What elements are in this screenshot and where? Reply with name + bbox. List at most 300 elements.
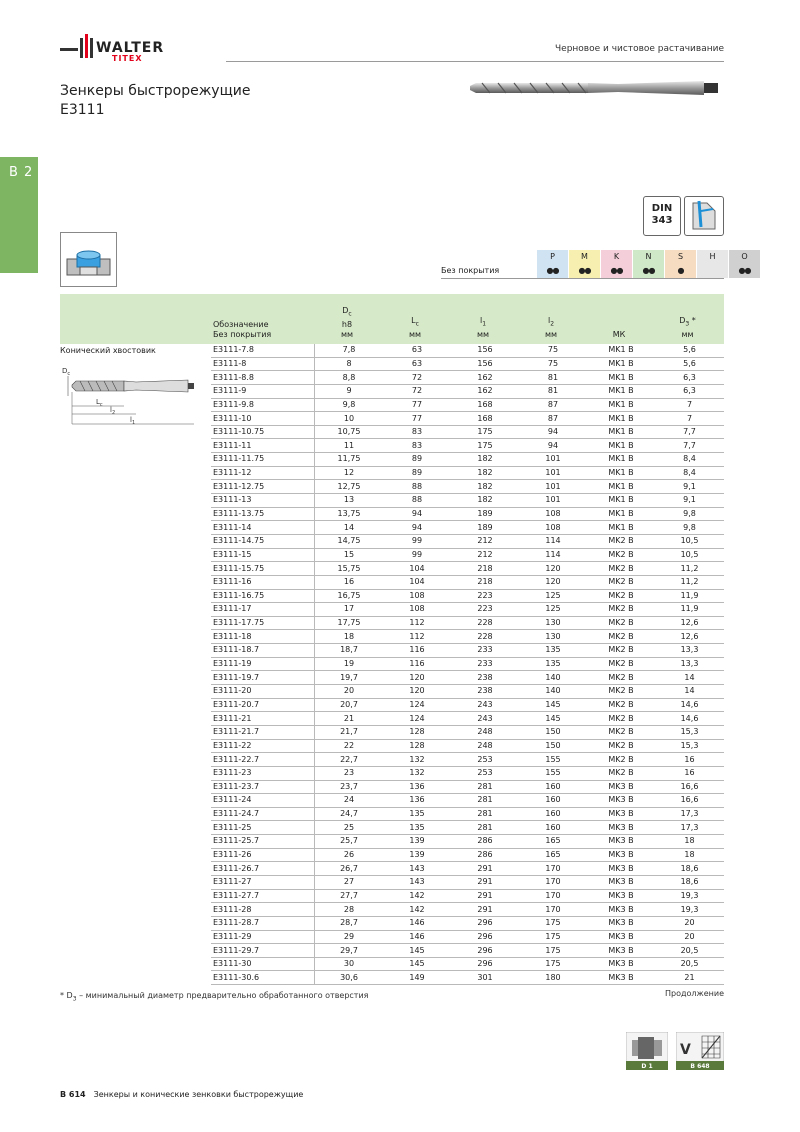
table-row: [211, 534, 724, 548]
table-row: [211, 616, 724, 630]
cell-designation: E3111-23: [211, 766, 315, 780]
cell-l1: 296: [451, 944, 519, 958]
cell-l2: 108: [519, 521, 587, 535]
cell-dc: 21,7: [315, 725, 384, 739]
cell-lc: 77: [383, 398, 451, 412]
cell-mk: MK2 B: [587, 575, 655, 589]
cell-mk: MK2 B: [587, 644, 655, 658]
cell-lc: 94: [383, 521, 451, 535]
cell-l2: 101: [519, 494, 587, 508]
cell-lc: 145: [383, 957, 451, 971]
table-row: [211, 712, 724, 726]
cell-l1: 233: [451, 644, 519, 658]
svg-text:V: V: [680, 1042, 691, 1058]
cell-lc: 88: [383, 480, 451, 494]
din-standard-badge: [643, 196, 681, 236]
cell-d3: 18,6: [655, 875, 724, 889]
cell-l1: 238: [451, 685, 519, 699]
cell-d3: 11,2: [655, 562, 724, 576]
cell-designation: E3111-17.75: [211, 616, 315, 630]
cell-d3: 11,9: [655, 589, 724, 603]
cell-dc: 27,7: [315, 889, 384, 903]
cell-d3: 20: [655, 916, 724, 930]
cell-mk: MK2 B: [587, 685, 655, 699]
cell-mk: MK1 B: [587, 521, 655, 535]
cell-dc: 24,7: [315, 807, 384, 821]
cell-l1: 281: [451, 807, 519, 821]
cell-d3: 5,6: [655, 344, 724, 357]
cell-designation: E3111-12.75: [211, 480, 315, 494]
cell-d3: 9,1: [655, 494, 724, 508]
cell-lc: 149: [383, 971, 451, 985]
cell-lc: 99: [383, 534, 451, 548]
cell-l2: 160: [519, 780, 587, 794]
table-row: [211, 466, 724, 480]
cell-l2: 135: [519, 657, 587, 671]
cell-lc: 112: [383, 630, 451, 644]
material-rating-row: [441, 264, 761, 278]
cell-designation: E3111-18: [211, 630, 315, 644]
material-cell-s: S: [665, 250, 696, 264]
svg-text:l1: $l_1$: [130, 416, 136, 426]
cell-dc: 29,7: [315, 944, 384, 958]
header-mk: МК: [612, 330, 626, 339]
cell-designation: E3111-30: [211, 957, 315, 971]
continuation-note: Продолжение: [664, 989, 724, 998]
cell-mk: MK2 B: [587, 548, 655, 562]
cell-lc: 120: [383, 671, 451, 685]
cell-l1: 182: [451, 494, 519, 508]
cell-l2: 180: [519, 971, 587, 985]
cell-dc: 18: [315, 630, 384, 644]
cell-l1: 223: [451, 589, 519, 603]
cell-l1: 248: [451, 725, 519, 739]
cell-l1: 189: [451, 521, 519, 535]
cell-l1: 189: [451, 507, 519, 521]
cell-designation: E3111-10: [211, 412, 315, 426]
cell-designation: E3111-29: [211, 930, 315, 944]
cell-dc: 16,75: [315, 589, 384, 603]
table-row: [211, 644, 724, 658]
cell-lc: 142: [383, 889, 451, 903]
material-cell-h: H: [697, 250, 728, 264]
cutting-data-reference-icon[interactable]: [676, 1032, 724, 1070]
cell-designation: E3111-18.7: [211, 644, 315, 658]
footer-text: Зенкеры и конические зенковки быстрорежущие: [93, 1090, 304, 1099]
cell-designation: E3111-21.7: [211, 725, 315, 739]
cell-mk: MK3 B: [587, 930, 655, 944]
cell-mk: MK3 B: [587, 971, 655, 985]
cell-l1: 291: [451, 875, 519, 889]
header-d3: $D_3$ * мм: [679, 316, 696, 339]
cell-l1: 175: [451, 439, 519, 453]
cell-d3: 11,2: [655, 575, 724, 589]
cell-mk: MK3 B: [587, 944, 655, 958]
cell-lc: 132: [383, 766, 451, 780]
cell-mk: MK2 B: [587, 589, 655, 603]
cell-l1: 156: [451, 344, 519, 357]
cell-l1: 218: [451, 575, 519, 589]
cell-l1: 182: [451, 466, 519, 480]
table-row: [211, 425, 724, 439]
section-tab-label: B 2: [9, 165, 34, 180]
cell-l2: 170: [519, 862, 587, 876]
cell-lc: 63: [383, 344, 451, 357]
cell-d3: 17,3: [655, 821, 724, 835]
cell-designation: E3111-26: [211, 848, 315, 862]
cell-dc: 11,75: [315, 453, 384, 467]
cell-dc: 30,6: [315, 971, 384, 985]
cell-lc: 136: [383, 780, 451, 794]
cell-l1: 212: [451, 548, 519, 562]
cell-l1: 162: [451, 384, 519, 398]
cell-d3: 18,6: [655, 862, 724, 876]
cell-l1: 182: [451, 480, 519, 494]
svg-text:Lc: $L_c$: [96, 398, 103, 408]
cell-l2: 150: [519, 725, 587, 739]
table-row: [211, 671, 724, 685]
cell-d3: 7: [655, 412, 724, 426]
cell-mk: MK3 B: [587, 821, 655, 835]
table-row: [211, 453, 724, 467]
cell-mk: MK1 B: [587, 494, 655, 508]
cell-l1: 291: [451, 903, 519, 917]
table-row: [211, 685, 724, 699]
coolant-icon: [684, 196, 724, 236]
cell-lc: 104: [383, 562, 451, 576]
table-row: [211, 725, 724, 739]
cell-mk: MK3 B: [587, 957, 655, 971]
title-line-1: Зенкеры быстрорежущие: [60, 83, 251, 99]
cell-designation: E3111-15.75: [211, 562, 315, 576]
cell-dc: 7,8: [315, 344, 384, 357]
table-row: [211, 507, 724, 521]
cell-dc: 18,7: [315, 644, 384, 658]
cell-d3: 12,6: [655, 616, 724, 630]
table-row: [211, 848, 724, 862]
header-l1: $l_1$ мм: [476, 316, 490, 339]
cell-mk: MK1 B: [587, 453, 655, 467]
cell-lc: 136: [383, 794, 451, 808]
material-cell-o: O: [729, 250, 760, 264]
cell-l2: 120: [519, 575, 587, 589]
material-cell-p: P: [537, 250, 568, 264]
header-dc: $D_c$ h8 мм: [340, 306, 354, 339]
cell-l1: 212: [451, 534, 519, 548]
cell-lc: 63: [383, 357, 451, 371]
cell-l1: 248: [451, 739, 519, 753]
page-number: B 614: [60, 1090, 86, 1099]
cell-designation: E3111-17: [211, 603, 315, 617]
header-lc: $L_c$ мм: [408, 316, 422, 339]
cell-lc: 108: [383, 603, 451, 617]
table-row: [211, 412, 724, 426]
cell-l2: 140: [519, 671, 587, 685]
cell-l2: 175: [519, 957, 587, 971]
cell-d3: 14,6: [655, 712, 724, 726]
cell-l1: 233: [451, 657, 519, 671]
cell-dc: 22: [315, 739, 384, 753]
cell-lc: 88: [383, 494, 451, 508]
cell-l1: 182: [451, 453, 519, 467]
cell-lc: 139: [383, 835, 451, 849]
cell-lc: 142: [383, 903, 451, 917]
table-row: [211, 835, 724, 849]
cell-l2: 101: [519, 480, 587, 494]
cell-d3: 11,9: [655, 603, 724, 617]
cell-dc: 28: [315, 903, 384, 917]
cell-mk: MK1 B: [587, 357, 655, 371]
cell-l1: 156: [451, 357, 519, 371]
cell-mk: MK2 B: [587, 712, 655, 726]
cell-l2: 81: [519, 384, 587, 398]
cell-d3: 20,5: [655, 957, 724, 971]
material-groups-grid: [441, 250, 761, 278]
cell-lc: 139: [383, 848, 451, 862]
table-row: [211, 521, 724, 535]
cell-l2: 170: [519, 875, 587, 889]
table-row: [211, 944, 724, 958]
cell-dc: 25: [315, 821, 384, 835]
cell-l1: 253: [451, 753, 519, 767]
cell-dc: 12: [315, 466, 384, 480]
cell-l2: 150: [519, 739, 587, 753]
cell-l1: 281: [451, 780, 519, 794]
cell-l2: 108: [519, 507, 587, 521]
cell-dc: 14: [315, 521, 384, 535]
cell-mk: MK3 B: [587, 835, 655, 849]
cell-d3: 15,3: [655, 739, 724, 753]
cell-designation: E3111-9: [211, 384, 315, 398]
cell-designation: E3111-10.75: [211, 425, 315, 439]
cell-lc: 124: [383, 698, 451, 712]
cell-l1: 253: [451, 766, 519, 780]
svg-text:Dc: $D_c$: [62, 367, 71, 377]
table-row: [211, 357, 724, 371]
cell-designation: E3111-22.7: [211, 753, 315, 767]
cell-d3: 14: [655, 685, 724, 699]
cell-l2: 160: [519, 794, 587, 808]
table-row: [211, 903, 724, 917]
cell-designation: E3111-11.75: [211, 453, 315, 467]
table-row: [211, 398, 724, 412]
cell-designation: E3111-19: [211, 657, 315, 671]
cell-l2: 125: [519, 603, 587, 617]
cell-l1: 218: [451, 562, 519, 576]
cell-l1: 168: [451, 398, 519, 412]
cell-mk: MK3 B: [587, 848, 655, 862]
cell-lc: 89: [383, 453, 451, 467]
header-rule: [226, 61, 724, 62]
table-row: [211, 753, 724, 767]
table-row: [211, 766, 724, 780]
cell-dc: 8: [315, 357, 384, 371]
cell-dc: 12,75: [315, 480, 384, 494]
reamer-dimension-diagram: [60, 362, 196, 430]
cell-mk: MK3 B: [587, 862, 655, 876]
cell-d3: 7,7: [655, 425, 724, 439]
cell-l1: 286: [451, 848, 519, 862]
cell-d3: 8,4: [655, 466, 724, 480]
cell-l2: 170: [519, 889, 587, 903]
cell-lc: 72: [383, 384, 451, 398]
rating-n: ●●: [633, 264, 664, 278]
cell-l1: 286: [451, 835, 519, 849]
cell-l2: 125: [519, 589, 587, 603]
cell-mk: MK3 B: [587, 807, 655, 821]
svg-text:WALTER: WALTER: [96, 40, 165, 56]
cell-mk: MK1 B: [587, 384, 655, 398]
cell-d3: 16: [655, 753, 724, 767]
cell-lc: 145: [383, 944, 451, 958]
cell-designation: E3111-27: [211, 875, 315, 889]
svg-text:TITEX: TITEX: [112, 54, 143, 63]
cell-designation: E3111-23.7: [211, 780, 315, 794]
table-row: [211, 930, 724, 944]
cell-l2: 155: [519, 766, 587, 780]
header-designation: Обозначение Без покрытия: [213, 320, 272, 339]
cell-d3: 6,3: [655, 371, 724, 385]
cell-dc: 10,75: [315, 425, 384, 439]
cell-l2: 155: [519, 753, 587, 767]
cell-dc: 22,7: [315, 753, 384, 767]
cell-d3: 9,8: [655, 507, 724, 521]
svg-text:D 1: D 1: [641, 1063, 653, 1070]
cell-dc: 27: [315, 875, 384, 889]
cell-mk: MK2 B: [587, 562, 655, 576]
cell-l2: 170: [519, 903, 587, 917]
cell-designation: E3111-27.7: [211, 889, 315, 903]
cell-dc: 15,75: [315, 562, 384, 576]
cell-d3: 14: [655, 671, 724, 685]
cell-d3: 9,8: [655, 521, 724, 535]
cell-designation: E3111-14: [211, 521, 315, 535]
cell-mk: MK2 B: [587, 766, 655, 780]
cell-dc: 20: [315, 685, 384, 699]
reamer-tool-image: [468, 76, 724, 100]
cell-designation: E3111-7.8: [211, 344, 315, 357]
cell-mk: MK2 B: [587, 616, 655, 630]
cell-l1: 228: [451, 630, 519, 644]
table-row: [211, 739, 724, 753]
table-row: [211, 794, 724, 808]
cell-l1: 301: [451, 971, 519, 985]
cell-l2: 140: [519, 685, 587, 699]
cell-designation: E3111-12: [211, 466, 315, 480]
cell-dc: 9: [315, 384, 384, 398]
material-grid-rule: [441, 278, 724, 279]
cell-mk: MK2 B: [587, 739, 655, 753]
cell-designation: E3111-11: [211, 439, 315, 453]
cell-l2: 101: [519, 453, 587, 467]
cell-lc: 116: [383, 644, 451, 658]
cell-d3: 18: [655, 848, 724, 862]
cell-designation: E3111-20: [211, 685, 315, 699]
cell-l2: 94: [519, 439, 587, 453]
cell-l1: 296: [451, 916, 519, 930]
cell-l1: 168: [451, 412, 519, 426]
cell-designation: E3111-16: [211, 575, 315, 589]
table-row: [211, 657, 724, 671]
cell-designation: E3111-8.8: [211, 371, 315, 385]
cell-lc: 77: [383, 412, 451, 426]
cell-dc: 21: [315, 712, 384, 726]
cell-dc: 23,7: [315, 780, 384, 794]
cell-l1: 291: [451, 862, 519, 876]
cell-mk: MK2 B: [587, 725, 655, 739]
cell-l2: 175: [519, 944, 587, 958]
cell-l2: 75: [519, 357, 587, 371]
cell-dc: 11: [315, 439, 384, 453]
cell-lc: 120: [383, 685, 451, 699]
table-row: [211, 875, 724, 889]
cell-l2: 87: [519, 398, 587, 412]
cell-designation: E3111-25: [211, 821, 315, 835]
cell-d3: 8,4: [655, 453, 724, 467]
cell-dc: 13: [315, 494, 384, 508]
cell-l2: 94: [519, 425, 587, 439]
cell-mk: MK2 B: [587, 657, 655, 671]
material-cell-n: N: [633, 250, 664, 264]
cell-mk: MK1 B: [587, 371, 655, 385]
holder-reference-icon[interactable]: [626, 1032, 668, 1070]
cell-dc: 16: [315, 575, 384, 589]
cell-lc: 83: [383, 425, 451, 439]
cell-d3: 14,6: [655, 698, 724, 712]
cell-designation: E3111-28.7: [211, 916, 315, 930]
cell-l2: 175: [519, 930, 587, 944]
table-row: [211, 957, 724, 971]
cell-lc: 108: [383, 589, 451, 603]
cell-l1: 291: [451, 889, 519, 903]
cell-d3: 13,3: [655, 644, 724, 658]
table-row: [211, 821, 724, 835]
cell-d3: 19,3: [655, 903, 724, 917]
table-row: [211, 603, 724, 617]
cell-designation: E3111-13: [211, 494, 315, 508]
cell-designation: E3111-20.7: [211, 698, 315, 712]
cell-dc: 10: [315, 412, 384, 426]
table-header: [211, 300, 724, 344]
shank-type-label: Конический хвостовик: [60, 346, 156, 355]
cell-lc: 104: [383, 575, 451, 589]
cell-d3: 21: [655, 971, 724, 985]
svg-text:B 648: B 648: [690, 1063, 710, 1070]
svg-text:l2: $l_2$: [110, 406, 116, 416]
cell-designation: E3111-19.7: [211, 671, 315, 685]
cell-mk: MK3 B: [587, 889, 655, 903]
cell-l2: 175: [519, 916, 587, 930]
cell-l2: 130: [519, 616, 587, 630]
table-row: [211, 562, 724, 576]
cell-dc: 17,75: [315, 616, 384, 630]
cell-d3: 20: [655, 930, 724, 944]
cell-dc: 17: [315, 603, 384, 617]
cell-dc: 29: [315, 930, 384, 944]
cell-d3: 9,1: [655, 480, 724, 494]
din-label: DIN: [651, 203, 673, 214]
cell-designation: E3111-29.7: [211, 944, 315, 958]
title-line-2: E3111: [60, 102, 105, 118]
cell-dc: 26,7: [315, 862, 384, 876]
din-number: 343: [651, 215, 673, 226]
cell-mk: MK1 B: [587, 425, 655, 439]
cell-mk: MK1 B: [587, 466, 655, 480]
cell-dc: 30: [315, 957, 384, 971]
cell-l2: 114: [519, 534, 587, 548]
cell-l1: 281: [451, 821, 519, 835]
cell-l2: 75: [519, 344, 587, 357]
